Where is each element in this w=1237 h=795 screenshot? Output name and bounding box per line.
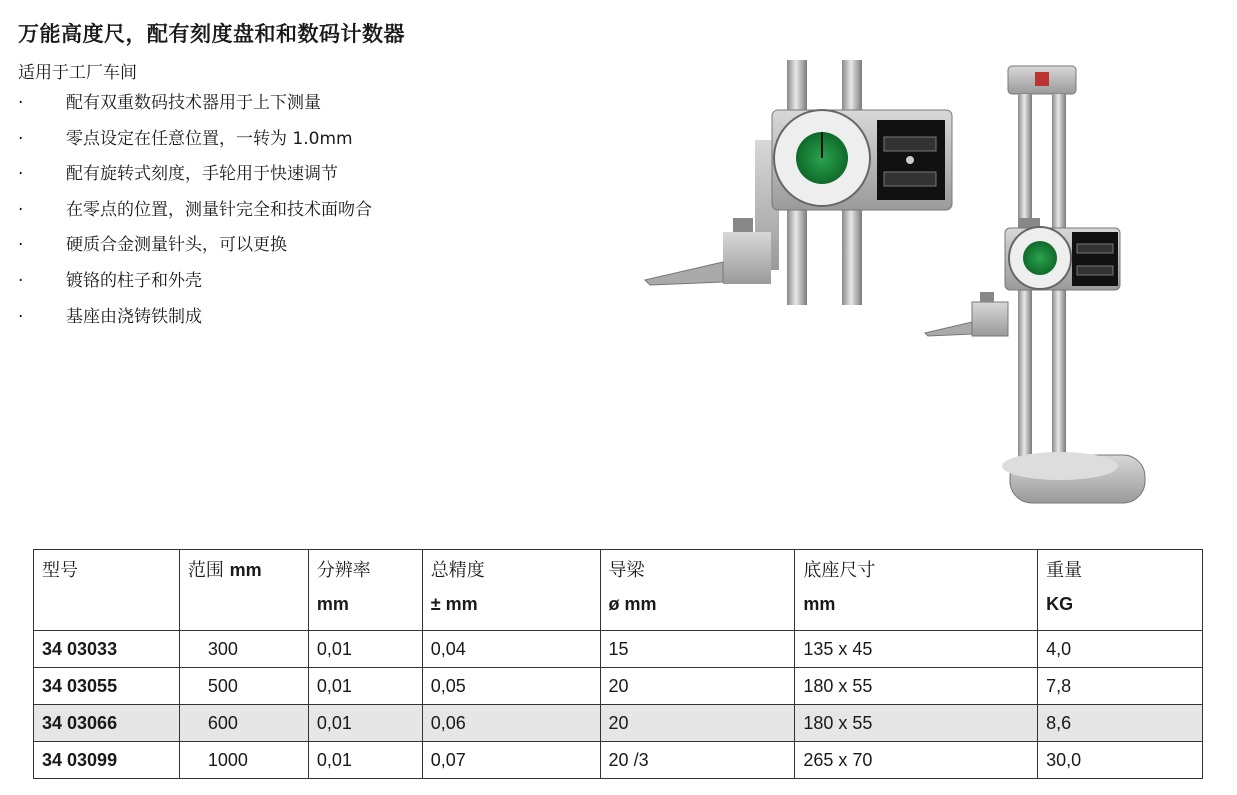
cell-range: 1000 bbox=[179, 742, 308, 779]
spec-table bbox=[33, 549, 1203, 779]
bullet-icon: · bbox=[18, 164, 24, 185]
feature-list bbox=[18, 90, 372, 339]
bullet-icon: · bbox=[18, 235, 24, 256]
cell-resolution: 0,01 bbox=[308, 668, 422, 705]
cell-resolution: 0,01 bbox=[308, 631, 422, 668]
page-title: 万能高度尺，配有刻度盘和和数码计数器 bbox=[18, 22, 405, 46]
height-gauge-large bbox=[645, 60, 952, 305]
page-subtitle: 适用于工厂车间 bbox=[18, 63, 137, 83]
cell-range: 600 bbox=[179, 705, 308, 742]
table-row-highlighted bbox=[34, 705, 1203, 742]
cell-weight: 30,0 bbox=[1038, 742, 1203, 779]
col-header-model: 型号 bbox=[34, 550, 180, 631]
cell-beam: 20 /3 bbox=[600, 742, 795, 779]
cell-weight: 7,8 bbox=[1038, 668, 1203, 705]
col-header-resolution: 分辨率 mm bbox=[308, 550, 422, 631]
feature-item bbox=[18, 197, 372, 233]
feature-text: 基座由浇铸铁制成 bbox=[66, 306, 202, 327]
cell-base: 135 x 45 bbox=[795, 631, 1038, 668]
col-header-beam: 导梁 ø mm bbox=[600, 550, 795, 631]
bullet-icon: · bbox=[18, 93, 24, 113]
bullet-icon: · bbox=[18, 199, 24, 220]
table-row bbox=[34, 668, 1203, 705]
col-header-range: 范围 mm bbox=[179, 550, 308, 631]
feature-text: 在零点的位置，测量针完全和技术面吻合 bbox=[66, 199, 372, 220]
table-row bbox=[34, 742, 1203, 779]
feature-text: 硬质合金测量针头，可以更换 bbox=[66, 235, 287, 256]
cell-accuracy: 0,05 bbox=[422, 668, 600, 705]
col-header-base: 底座尺寸 mm bbox=[795, 550, 1038, 631]
cell-base: 265 x 70 bbox=[795, 742, 1038, 779]
cell-base: 180 x 55 bbox=[795, 668, 1038, 705]
cell-resolution: 0,01 bbox=[308, 705, 422, 742]
col-header-weight: 重量 KG bbox=[1038, 550, 1203, 631]
cell-weight: 4,0 bbox=[1038, 631, 1203, 668]
feature-text: 零点设定在任意位置，一转为 1.0mm bbox=[66, 128, 353, 149]
feature-item bbox=[18, 232, 372, 268]
table-row bbox=[34, 631, 1203, 668]
cell-accuracy: 0,06 bbox=[422, 705, 600, 742]
feature-item bbox=[18, 161, 372, 197]
feature-item bbox=[18, 304, 372, 340]
bullet-icon: · bbox=[18, 270, 24, 291]
bullet-icon: · bbox=[18, 128, 24, 149]
height-gauge-small bbox=[925, 66, 1145, 503]
cell-model: 34 03055 bbox=[34, 668, 180, 705]
table-header-row bbox=[34, 550, 1203, 631]
feature-item bbox=[18, 268, 372, 304]
cell-beam: 20 bbox=[600, 705, 795, 742]
cell-resolution: 0,01 bbox=[308, 742, 422, 779]
cell-beam: 20 bbox=[600, 668, 795, 705]
feature-text: 配有双重数码技术器用于上下测量 bbox=[66, 93, 321, 113]
feature-item bbox=[18, 126, 372, 162]
feature-item bbox=[18, 90, 372, 126]
cell-model: 34 03099 bbox=[34, 742, 180, 779]
feature-text: 配有旋转式刻度，手轮用于快速调节 bbox=[66, 164, 338, 185]
cell-beam: 15 bbox=[600, 631, 795, 668]
feature-text: 镀铬的柱子和外壳 bbox=[66, 270, 202, 291]
cell-range: 500 bbox=[179, 668, 308, 705]
bullet-icon: · bbox=[18, 306, 24, 327]
product-photo bbox=[640, 60, 1160, 510]
cell-base: 180 x 55 bbox=[795, 705, 1038, 742]
cell-model: 34 03066 bbox=[34, 705, 180, 742]
cell-range: 300 bbox=[179, 631, 308, 668]
cell-accuracy: 0,04 bbox=[422, 631, 600, 668]
cell-model: 34 03033 bbox=[34, 631, 180, 668]
cell-accuracy: 0,07 bbox=[422, 742, 600, 779]
col-header-accuracy: 总精度 ± mm bbox=[422, 550, 600, 631]
cell-weight: 8,6 bbox=[1038, 705, 1203, 742]
